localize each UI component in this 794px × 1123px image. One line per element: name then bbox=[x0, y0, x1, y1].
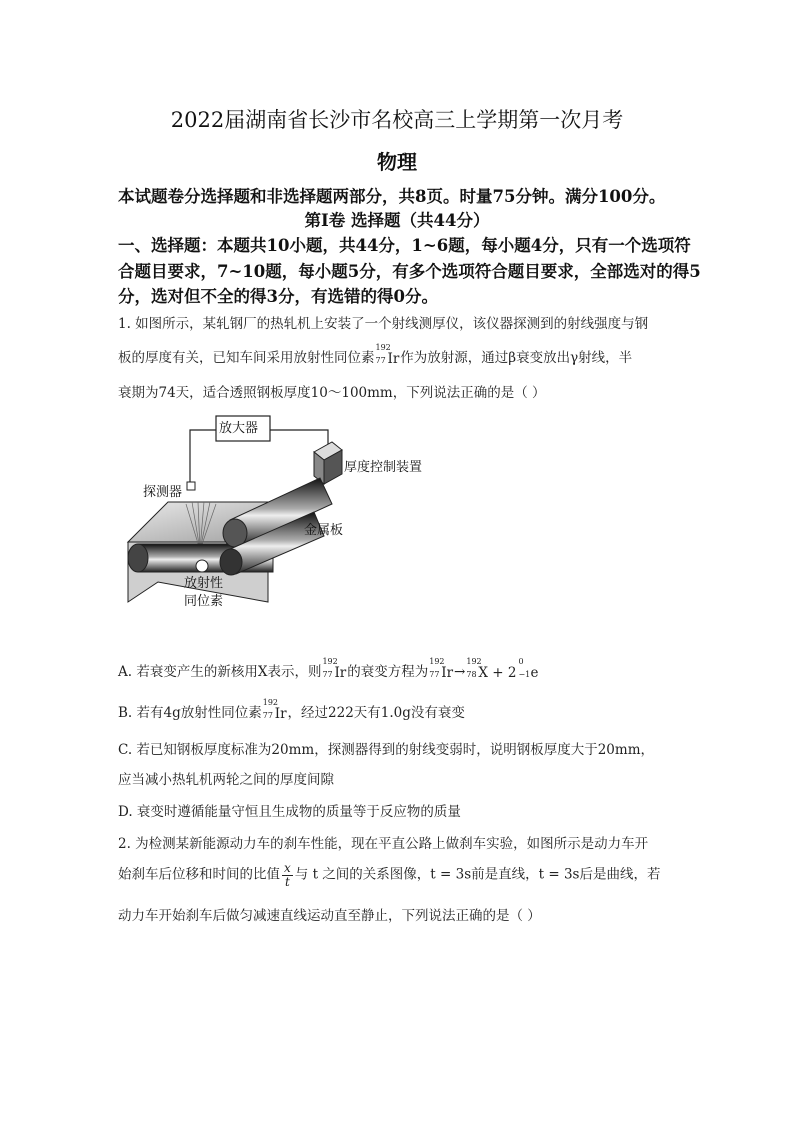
q1-line-2-b: 作为放射源，通过β衰变放出γ射线，半 bbox=[400, 350, 633, 366]
q1-option-b: B. 若有4g放射性同位素 192 77 Ir，经过222天有1.0g没有衰变 bbox=[118, 697, 465, 722]
subject-title: 物理 bbox=[377, 150, 417, 174]
detector-box bbox=[187, 482, 195, 490]
label-thickness-control: 厚度控制装置 bbox=[344, 460, 423, 475]
x-over-t-fraction: $\frac{x}{t}$ bbox=[284, 861, 291, 889]
ir-nuclide: 192 77 Ir bbox=[375, 342, 400, 367]
thickness-control-device bbox=[314, 442, 342, 484]
exam-note: 本试题卷分选择题和非选择题两部分，共8页。时量75分钟。满分100分。 bbox=[118, 187, 666, 206]
q1-option-c-1: C. 若已知钢板厚度标准为20mm，探测器得到的射线变弱时，说明钢板厚度大于20mm， bbox=[118, 742, 654, 758]
q1-line-2 bbox=[118, 342, 633, 367]
q1-option-a: A. 若衰变产生的新核用X表示，则 192 77 Ir的衰变方程为 192 77 Ir→ 192 78 X + 2 0 −1 e bbox=[118, 656, 539, 681]
q1-line-3: 衰期为74天，适合透照钢板厚度10～100mm，下列说法正确的是（ ） bbox=[118, 385, 546, 401]
q2-line-3: 动力车开始刹车后做匀减速直线运动直至静止，下列说法正确的是（ ） bbox=[118, 908, 541, 924]
q1-option-c-2: 应当减小热轧机两轮之间的厚度间隙 bbox=[118, 772, 334, 788]
instructions-line-1: 一、选择题：本题共10小题，共44分，1~6题，每小题4分，只有一个选项符 bbox=[118, 236, 691, 255]
q2-line-1: 2. 为检测某新能源动力车的刹车性能，现在平直公路上做刹车实验，如图所示是动力车开 bbox=[118, 836, 649, 852]
label-detector: 探测器 bbox=[143, 485, 183, 500]
label-metal-plate: 金属板 bbox=[304, 523, 344, 538]
radioactive-source bbox=[196, 560, 208, 572]
section-heading: 第Ⅰ卷 选择题（共44分） bbox=[304, 211, 490, 230]
q1-line-1: 1. 如图所示，某轧钢厂的热轧机上安装了一个射线测厚仪，该仪器探测到的射线强度与钢 bbox=[118, 316, 649, 332]
label-amplifier: 放大器 bbox=[219, 421, 259, 436]
thickness-gauge-diagram bbox=[118, 412, 448, 612]
instructions-line-3: 分，选对但不全的得3分，有选错的得0分。 bbox=[118, 287, 438, 306]
label-source-2: 同位素 bbox=[184, 594, 224, 609]
instructions-line-2: 合题目要求，7~10题，每小题5分，有多个选项符合题目要求，全部选对的得5 bbox=[118, 262, 701, 281]
q1-option-d: D. 衰变时遵循能量守恒且生成物的质量等于反应物的质量 bbox=[118, 804, 461, 820]
exam-title: 2022届湖南省长沙市名校高三上学期第一次月考 bbox=[170, 108, 624, 132]
label-source-1: 放射性 bbox=[184, 576, 224, 591]
q2-line-2: 始刹车后位移和时间的比值 $\frac{x}{t}$ 与 t 之间的关系图像，t = 3s前是直线，t = 3s后是曲线，若 bbox=[118, 861, 661, 889]
q1-line-2-a: 板的厚度有关，已知车间采用放射性同位素 bbox=[118, 350, 375, 366]
